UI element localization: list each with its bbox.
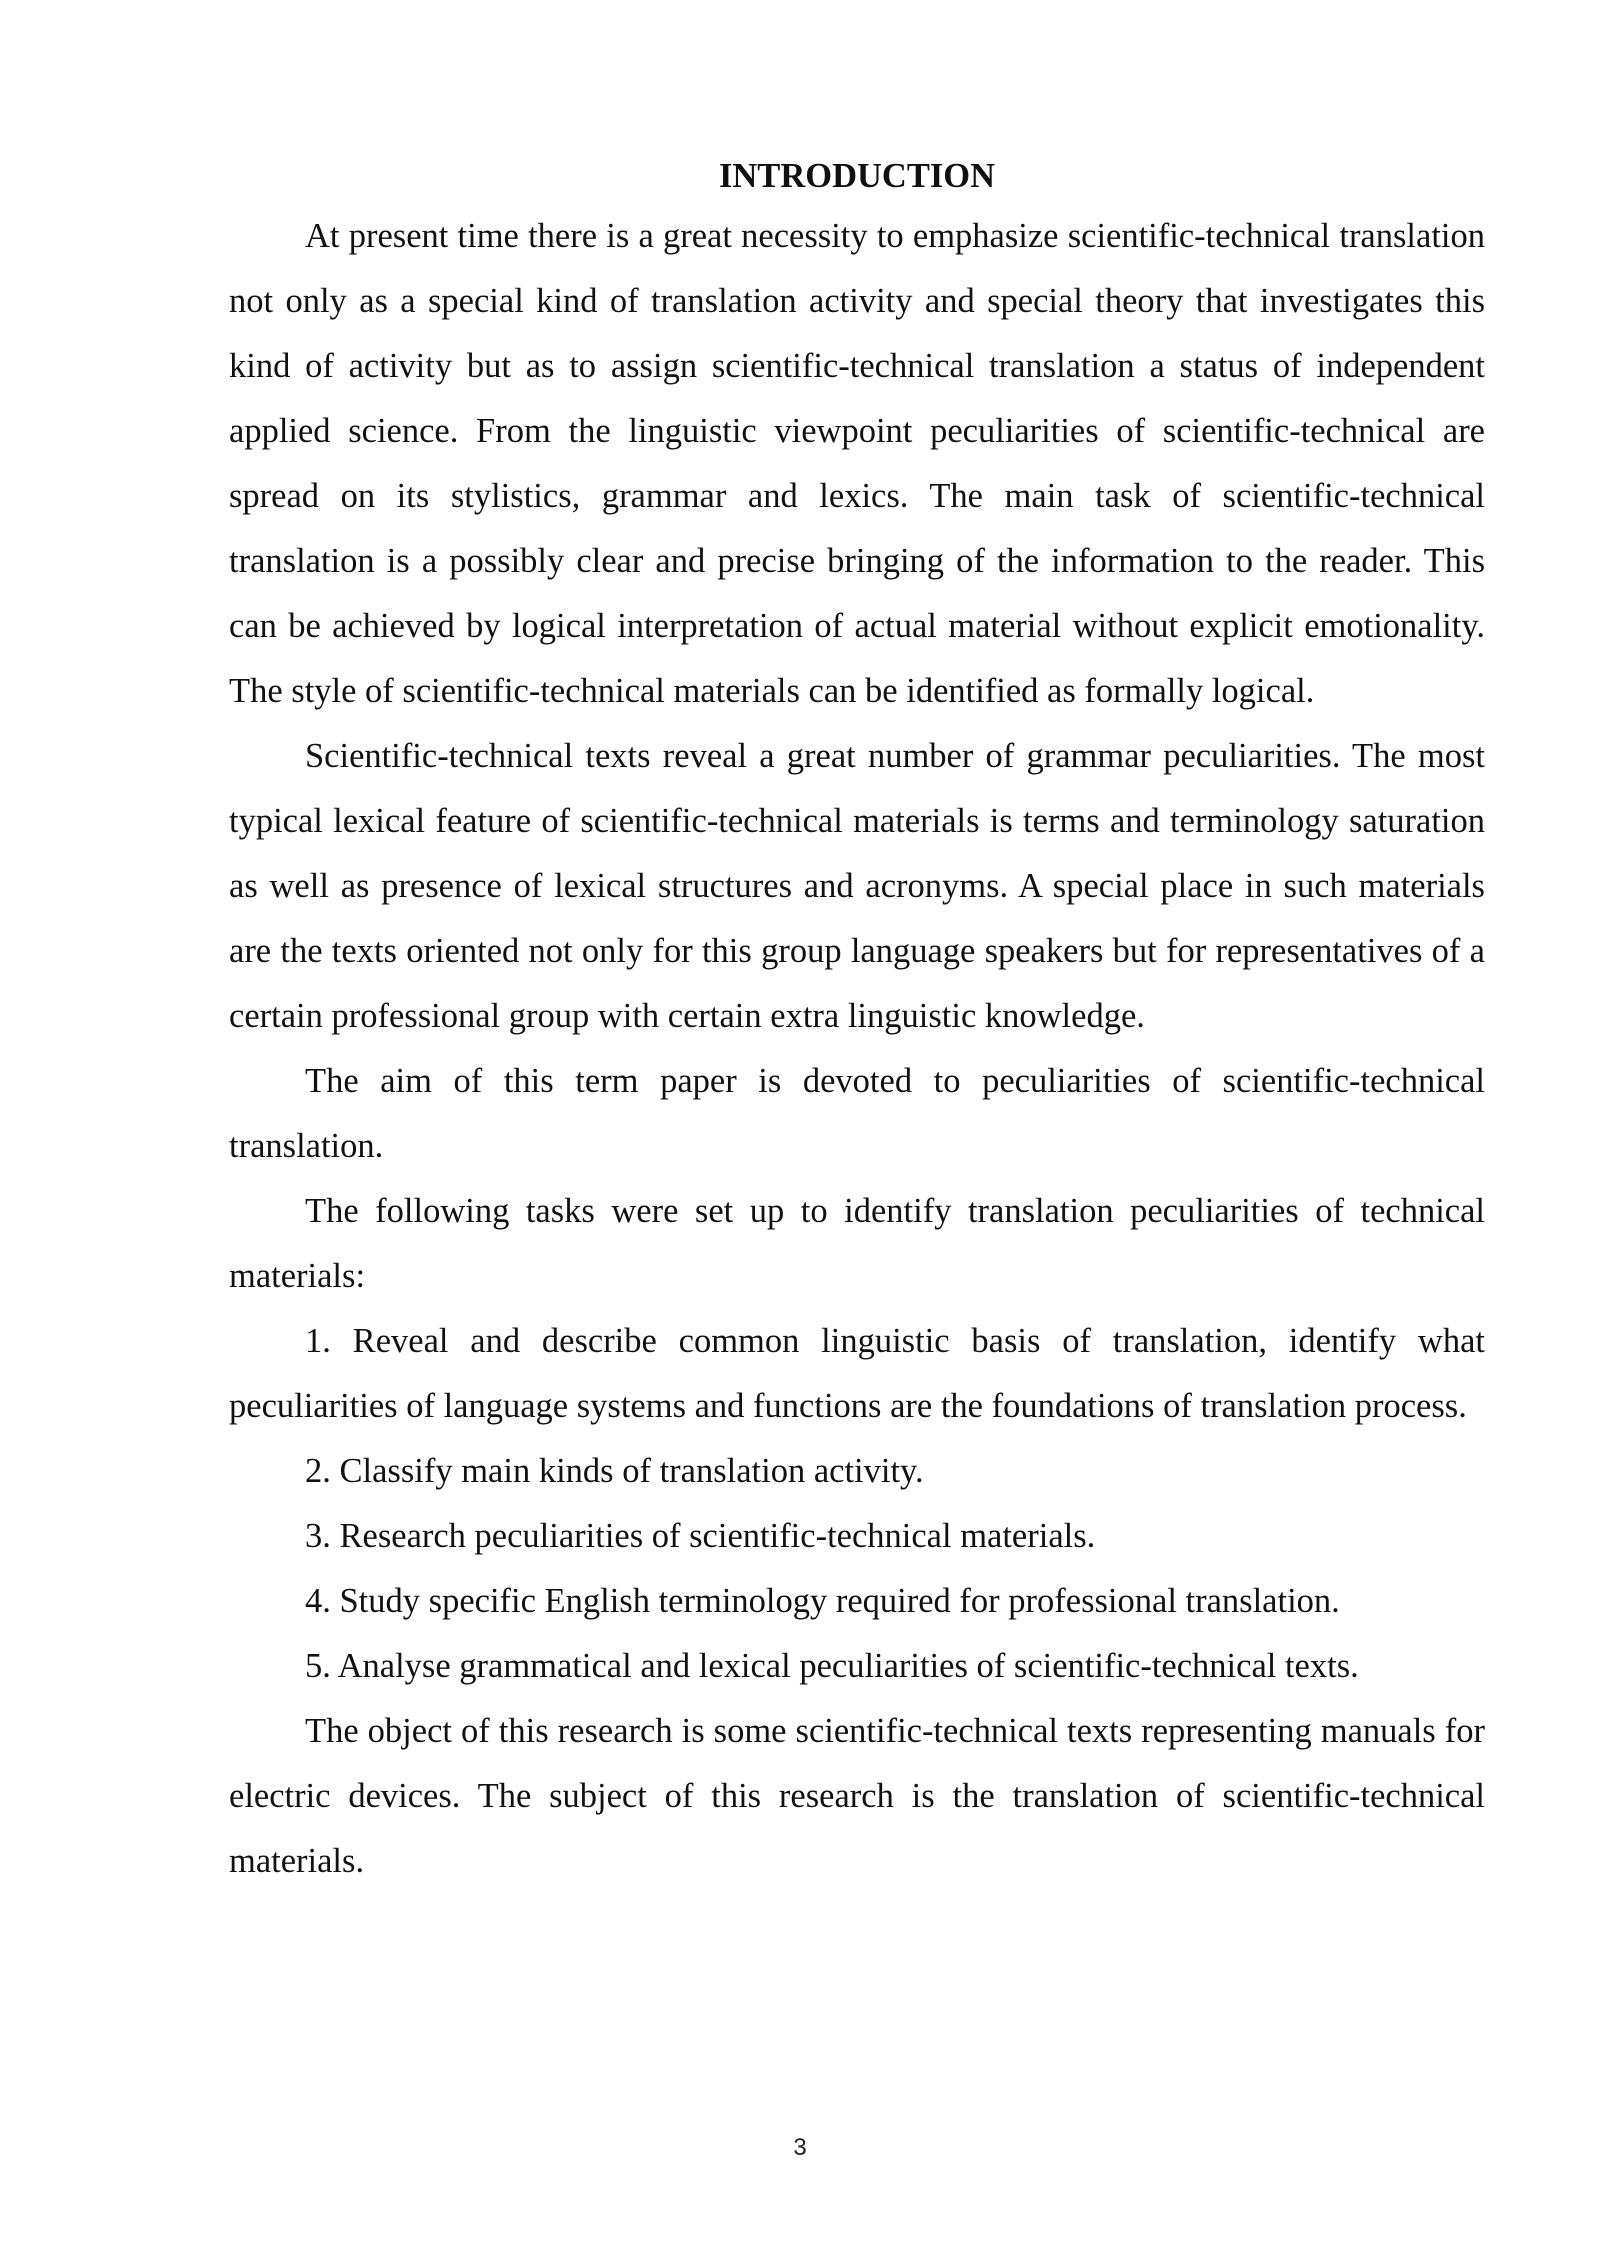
page-number: 3 [793, 2134, 807, 2161]
task-item-2: 2. Classify main kinds of translation activity. [305, 1452, 924, 1490]
page-content [229, 148, 1485, 1894]
section-heading: INTRODUCTION [718, 157, 996, 195]
paragraph-object-subject: The object of this research is some scientific-technical texts representing manuals for electric devices. The subject of this research is the translation of scientific-technical materials. [229, 1712, 1485, 1880]
task-item-1: 1. Reveal and describe common linguistic basis of translation, identify what peculiarities of language systems and functions are the foundations of translation process. [229, 1322, 1485, 1425]
paragraph-tasks-intro: The following tasks were set up to identify translation peculiarities of technical materials: [229, 1192, 1485, 1295]
paragraph-texts: Scientific-technical texts reveal a great number of grammar peculiarities. The most typical lexical feature of scientific-technical materials is terms and terminology saturation as well as presence of lexical structures and acronyms. A special place in such materials are the texts oriented not only for this group language speakers but for representatives of a certain professional group with certain extra linguistic knowledge. [229, 737, 1485, 1035]
paragraph-intro: At present time there is a great necessity to emphasize scientific-technical translation not only as a special kind of translation activity and special theory that investigates this kind of activity but as to assign scientific-technical translation a status of independent applied science. From the linguistic viewpoint peculiarities of scientific-technical are spread on its stylistics, grammar and lexics. The main task of scientific-technical translation is a possibly clear and precise bringing of the information to the reader. This can be achieved by logical interpretation of actual material without explicit emotionality. The style of scientific-technical materials can be identified as formally logical. [229, 217, 1485, 710]
paragraph-aim: The aim of this term paper is devoted to peculiarities of scientific-technical translation. [229, 1062, 1485, 1165]
task-item-4: 4. Study specific English terminology required for professional translation. [305, 1582, 1340, 1620]
task-item-5: 5. Analyse grammatical and lexical peculiarities of scientific-technical texts. [305, 1647, 1359, 1685]
task-item-3: 3. Research peculiarities of scientific-technical materials. [305, 1517, 1096, 1555]
